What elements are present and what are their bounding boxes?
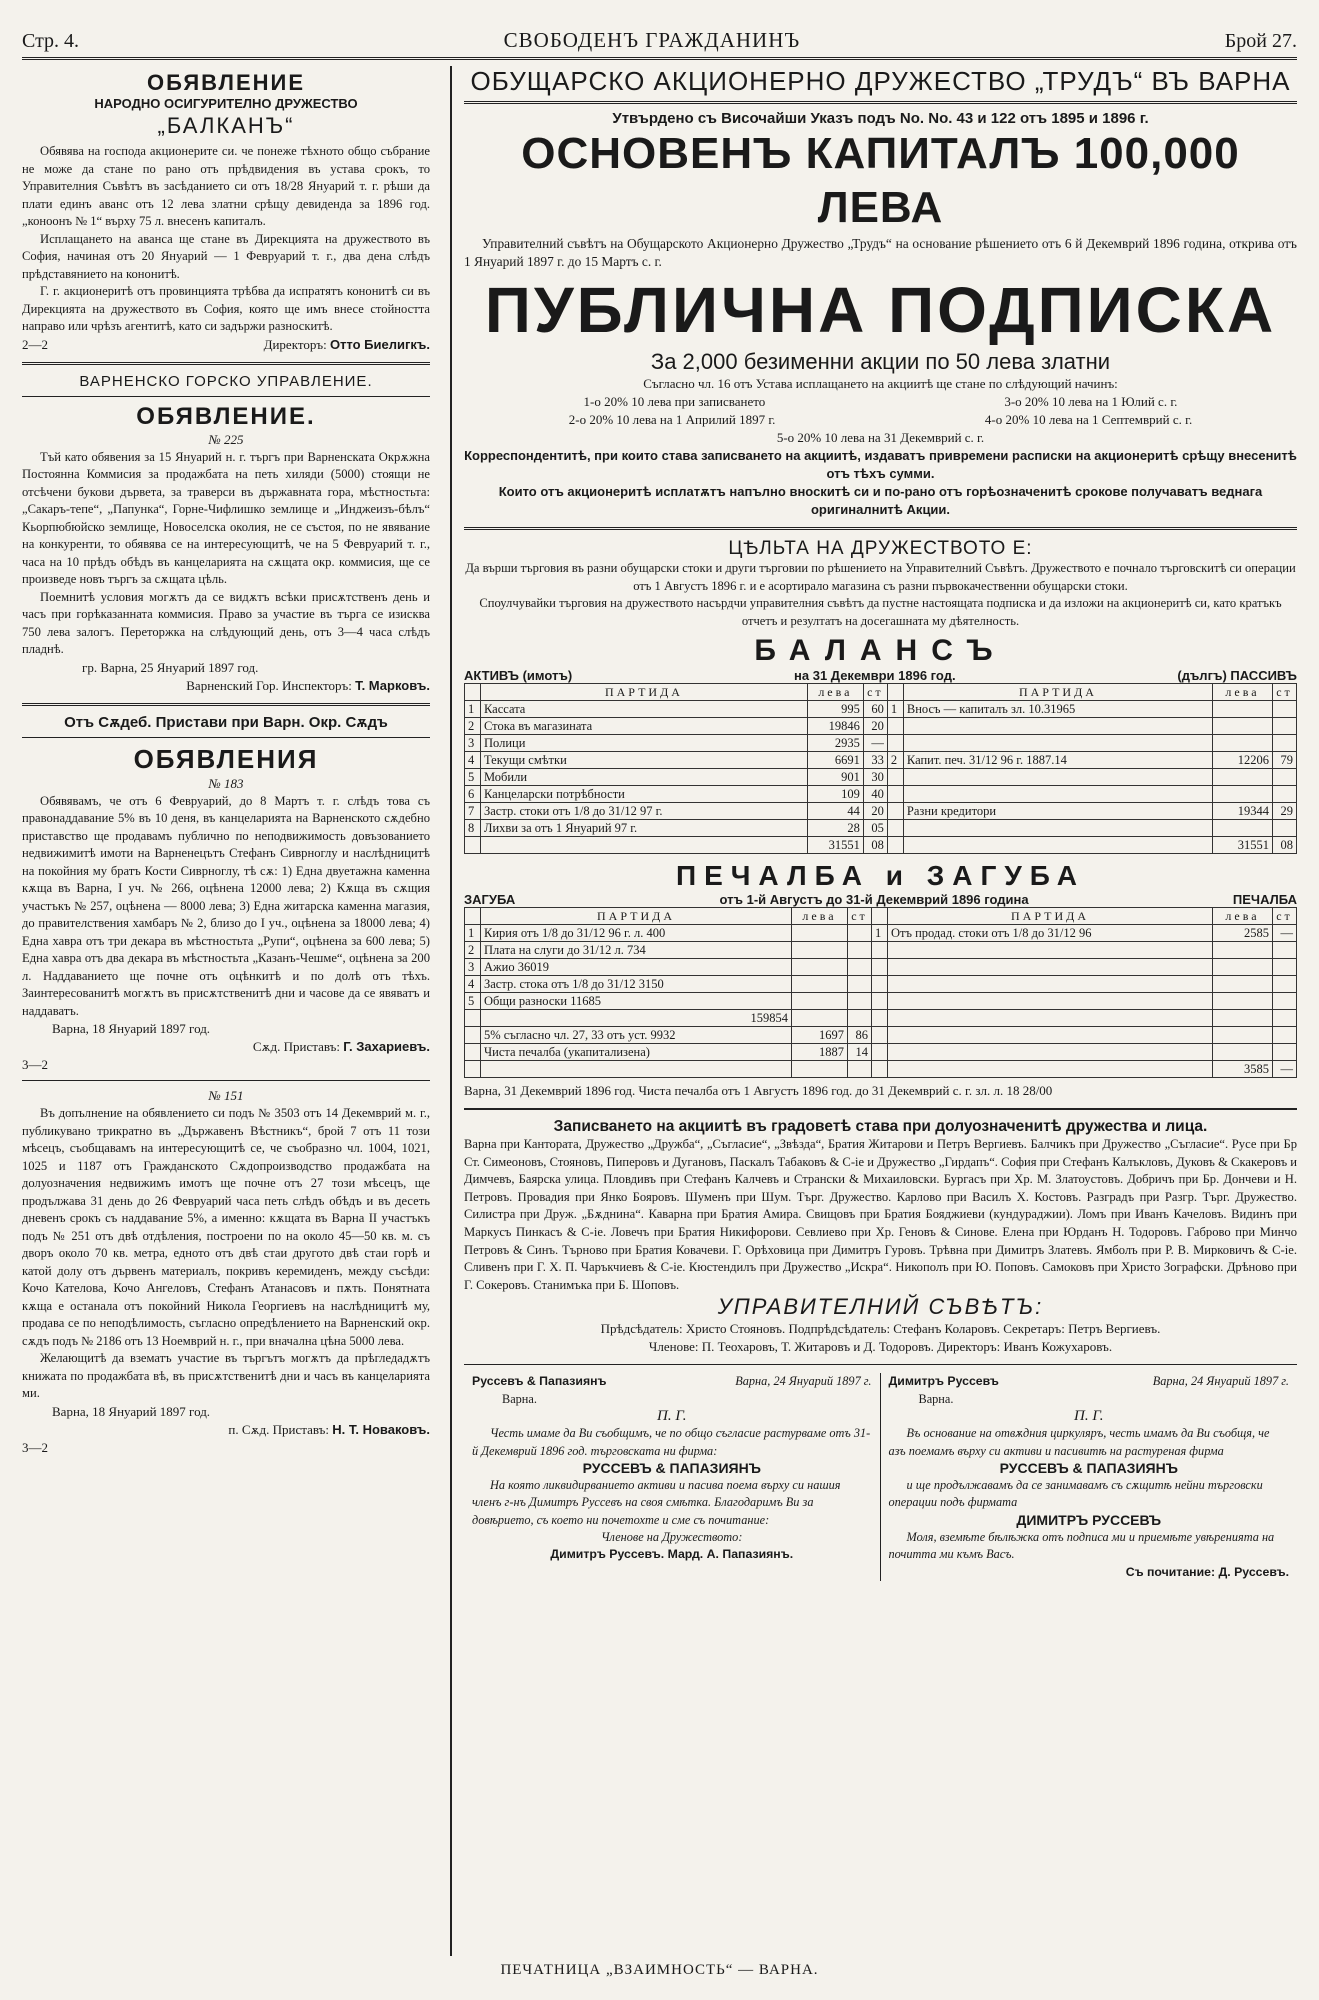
liability-leva (1213, 718, 1273, 735)
asset-st: — (863, 735, 887, 752)
letter-body: Моля, вземѣте бѣлѣжка отъ подписа ми и приемѣте увѣренията на почитта ми къмъ Васъ. (888, 1530, 1275, 1562)
column-header: ПАРТИДА (903, 684, 1212, 701)
letter-sender: Руссевъ & Папазиянъ (472, 1374, 607, 1389)
letter-members: Членове на Дружеството: (601, 1530, 743, 1545)
liability-item: Разни кредитори (903, 803, 1212, 820)
liability-leva (1213, 786, 1273, 803)
liability-item (903, 718, 1212, 735)
payment-installment: 5-о 20% 10 лева на 31 Декемврий с. г. (776, 430, 985, 445)
letter-firm: РУССЕВЪ & ПАПАЗИЯНЪ (582, 1459, 761, 1476)
profit-label: ПЕЧАЛБА (1232, 892, 1297, 907)
row-number: 3 (465, 735, 481, 752)
row-number (887, 769, 903, 786)
notice-company: НАРОДНО ОСИГУРИТЕЛНО ДРУЖЕСТВО (94, 96, 358, 111)
bailiff-label: Сѫд. Приставъ: (252, 1039, 341, 1054)
masthead (22, 18, 1297, 60)
bailiff-label: п. Сѫд. Приставъ: (228, 1421, 330, 1437)
director-label: Директоръ: (263, 336, 327, 352)
profit-item (888, 959, 1213, 976)
letter-body: На която ликвидирванието активи и пасива поема върху си нашия членъ г-нъ Димитръ Руссевъ на своя смѣтка. Благодаримъ Ви за довѣрието, съ което ни почетохте и сме съ почитание: (472, 1478, 841, 1527)
asset-item: Застр. стоки отъ 1/8 до 31/12 97 г. (481, 803, 808, 820)
table-row (465, 1027, 1297, 1044)
loss-item: 5% съгласно чл. 27, 33 отъ уст. 9932 (481, 1027, 792, 1044)
profit-leva: 2585 (1213, 925, 1273, 942)
board-heading: УПРАВИТЕЛНИЙ СЪВѢТЪ: (717, 1294, 1044, 1320)
asset-item: Канцеларски потрѣбности (481, 786, 808, 803)
bailiff-name: Г. Захариевъ. (343, 1039, 430, 1054)
liability-leva: 19344 (1213, 803, 1273, 820)
table-row (465, 993, 1297, 1010)
row-number: 7 (465, 803, 481, 820)
profit-st (1273, 1044, 1297, 1061)
loss-st (848, 1061, 872, 1078)
loss-leva (792, 959, 848, 976)
profit-leva (1213, 1027, 1273, 1044)
forestry-paragraph: Тъй като обявения за 15 Януарий н. г. търгъ при Варненската Окрѫжна Постоянна Коммисия за продажбата на петь хиляди (5000) стоящи не отсѣчени букови дървета, за траверси въ държавната гора, мѣстностьта: „Сакаръ-тепе“, „Папунка“, Горне-Чифлишко землище и „Инджеизъ-бѣлъ“ Кьорпюбюйско землище, Новоселска околия, не се състоя, по не явявание на конкуренти, то обявява се на интересующитѣ, че на 5 Февруарий т. г., часа на 10 прѣдъ обѣдъ въ канцеларията на сѫщата окр. коммисия, ще се произведе новъ търгъ за сѫщата цѣль. (22, 449, 430, 586)
loss-item (481, 1061, 792, 1078)
page-number: Стр. 4. (22, 30, 80, 52)
bailiff-title: ОБЯВЛЕНИЯ (133, 743, 319, 774)
row-number: 5 (465, 993, 481, 1010)
bailiff-paragraph: Желающитѣ да взематъ участие въ търгътъ могѫтъ да прѣгледадѫтъ книжата по продажбата вѣ, въ присѫтственитѣ дни и часъ въ канцеларията ми. (22, 1351, 430, 1400)
liability-leva (1213, 820, 1273, 837)
goal-text: Споулчувайки търговия на дружеството насърдчи управителния съвѣтъ да пустне настоящата подписка и да изложи на акционеритѣ си, като кратъкъ отчетъ и резултатъ на досегашната му дѣятелность. (479, 596, 1282, 628)
loss-item: Ажио 36019 (481, 959, 792, 976)
early-payment-note: Които отъ акционеритѣ исплатѫтъ напълно вноскитѣ си и по-рано отъ горѣозначенитѣ срокове получаватъ веднага оригиналнитѣ Акции. (498, 484, 1263, 517)
table-row (465, 752, 1297, 769)
loss-item: Общи разноски 11685 (481, 993, 792, 1010)
table-row (465, 820, 1297, 837)
forestry-date: гр. Варна, 25 Януарий 1897 год. (82, 659, 259, 675)
asset-item: Кассата (481, 701, 808, 718)
column-header: ст (1273, 908, 1297, 925)
table-row (465, 976, 1297, 993)
letter-date: Варна, 24 Януарий 1897 г. (1152, 1374, 1289, 1389)
profit-st (1273, 976, 1297, 993)
profit-item (888, 993, 1213, 1010)
profit-item (888, 942, 1213, 959)
table-row (465, 718, 1297, 735)
row-number: 4 (465, 752, 481, 769)
asset-leva: 2935 (807, 735, 863, 752)
circular-letter (881, 1373, 1298, 1581)
liability-item: Капит. печ. 31/12 96 г. 1887.14 (903, 752, 1212, 769)
payment-installment: 4-о 20% 10 лева на 1 Септемврий с. г. (984, 412, 1193, 427)
table-row (465, 735, 1297, 752)
bailiff-number: № 183 (208, 775, 244, 791)
loss-leva: 1697 (792, 1027, 848, 1044)
letter-body: Честь имаме да Ви съобщимъ, че по общо съгласие растурваме отъ 31-й Декемврий 1896 год. търговската ни фирма: (472, 1426, 871, 1458)
bailiff-count: 3—2 (22, 1057, 48, 1072)
liability-st (1273, 735, 1297, 752)
notice-company-name: „БАЛКАНЪ“ (157, 113, 295, 138)
liability-item (903, 786, 1212, 803)
liability-st (1273, 718, 1297, 735)
row-number (465, 1010, 481, 1027)
letter-firm: ДИМИТРЪ РУССЕВЪ (1016, 1511, 1162, 1528)
profit-item (888, 976, 1213, 993)
loss-item: Кирия отъ 1/8 до 31/12 96 г. л. 400 (481, 925, 792, 942)
loss-item: Плата на слуги до 31/12 л. 734 (481, 942, 792, 959)
loss-leva (792, 942, 848, 959)
agents-list: Варна при Кантората, Дружество „Дружба“, „Съгласие“, „Звѣзда“, Братия Житарови и Петръ Вергиевъ. Балчикъ при Дружество „Съгласие“. Русе при Бр Ст. Симеоновъ, Стояновъ, Пиперовъ и Дугановъ, Паскалъ Табаковъ & С-ie и Дружество „Гирдапъ“. София при Стефанъ Калъкловъ, Дуковъ & Скакеровъ и Димчевъ, Баярска улица. Пловдивъ при Стефанъ Калчевъ и Странски & Михаиловски. Бургасъ при Хр. М. Златоустовъ. Добричъ при Бр. Дончеви и Н. Петровъ. Провадия при Янко Бояровъ. Шуменъ при Шум. Търг. Дружество. Карлово при Василъ Х. Костовъ. Разградъ при Разгр. Търг. Дружество. Силистра при Друж. „Бѫднина“. Каварна при Братия Амира. Свищовъ при Братия Бояджиеви (кундураджии). Ломъ при Иванъ Качеловъ. Видинъ при Маркусъ Пинкасъ & С-ie. Ловечъ при Братия Никифорови. Севлиево при Хр. Геновъ & Синове. Елена при Юрданъ Н. Тодоровъ. Габрово при Минчо Петровъ & Синъ. Търново при Братия Ковачеви. Г. Орѣховица при Димитръ Гуровъ. Трѣвна при Димитръ Златевъ. Ямболъ при Р. В. Мирковичъ & С-ie. Сливенъ при Г. Х. П. Чаръкчиевъ & С-ie. Кюстендилъ при Дружество „Искра“. Никополъ при Ю. Поповъ. Самоковъ при Христо Зографски. Дрѣново при Г. Сокеровъ. Станимъка при Б. Шоповъ. (464, 1137, 1297, 1292)
balance-title: БАЛАНСЪ (754, 634, 1007, 667)
column-divider (450, 66, 452, 1956)
inspector-name: Т. Марковъ. (355, 677, 430, 693)
column-header: ПАРТИДА (888, 908, 1213, 925)
goal-heading: ЦѢЛЬТА НА ДРУЖЕСТВОТО Е: (728, 538, 1033, 559)
profit-leva (1213, 1010, 1273, 1027)
loss-st (848, 1010, 872, 1027)
liability-st (1273, 701, 1297, 718)
asset-st: 20 (863, 718, 887, 735)
row-number (465, 1044, 481, 1061)
row-number (872, 959, 888, 976)
table-row (465, 837, 1297, 854)
loss-st (848, 925, 872, 942)
payment-intro: Съгласно чл. 16 отъ Устава исплащането на акциитѣ ще стане по слѣдующий начинъ: (643, 376, 1118, 391)
liability-item: Вносъ — капиталъ зл. 10.31965 (903, 701, 1212, 718)
asset-leva: 28 (807, 820, 863, 837)
asset-item: Текущи смѣтки (481, 752, 808, 769)
notice-paragraph: Г. г. акционеритѣ отъ провинцията трѣбва да испратятъ кононитѣ си въ Дирекцията на дружеството въ София, която ще имъ внесе стойността направо или чрѣзъ агентитѣ, като си задържи разноскитѣ. (22, 284, 430, 333)
company-title: ОБУЩАРСКО АКЦИОНЕРНО ДРУЖЕСТВО „ТРУДЪ“ ВЪ ВАРНА (464, 66, 1297, 104)
notice-paragraph: Обявява на господа акционерите си. че понеже тѣхното общо събрание не може да стане по рано отъ прѣдвидения въ устава срокъ, то Управителния Съвѣтъ въ засѣданието си отъ 18/28 Януарий т. г. рѣши да плати единъ аванс отъ 12 лева златни срѣщу девиденда за 1896 год. „коноонъ № 1“ върху 75 л. внесенъ капиталъ. (22, 144, 430, 228)
letter-firm: РУССЕВЪ & ПАПАЗИЯНЪ (999, 1459, 1178, 1476)
column-header: лева (792, 908, 848, 925)
profit-st (1273, 959, 1297, 976)
agents-heading: Записването на акциитѣ въ градоветѣ става при долуозначенитѣ дружества и лица. (553, 1118, 1208, 1135)
loss-label: ЗАГУБА (464, 892, 516, 907)
asset-leva: 109 (807, 786, 863, 803)
left-column (22, 66, 430, 1956)
balkan-notice (22, 70, 430, 354)
asset-leva: 19846 (807, 718, 863, 735)
payment-installment: 2-о 20% 10 лева на 1 Априлий 1897 г. (568, 412, 776, 427)
bailiff-head: Отъ Сѫдеб. Пристави при Варн. Окр. Сѫдъ (64, 713, 388, 731)
forestry-paragraph: Поемнитѣ условия могѫтъ да се видѫтъ всѣки присѫтственъ день и часъ при горѣказанната коммисия. Право за участие въ търга се изисква 750 лева залогъ. Переторжка на слѣдующий день, отъ 3—4 часа слѣдъ пладнѣ. (22, 589, 430, 656)
bailiff-name: Н. Т. Новаковъ. (332, 1421, 430, 1437)
loss-leva (792, 1010, 848, 1027)
board-line: Прѣдсѣдатель: Христо Стояновъ. Подпрѣдсѣдатель: Стефанъ Коларовъ. Секретаръ: Петръ Вергиевъ. (600, 1321, 1161, 1337)
director-name: Отто Биелигкъ. (329, 336, 430, 352)
loss-st: 86 (848, 1027, 872, 1044)
column-header: ст (1273, 684, 1297, 701)
liability-item (903, 820, 1212, 837)
shares-line: За 2,000 безименни акции по 50 лева златни (650, 349, 1111, 374)
row-number (872, 1010, 888, 1027)
table-row (465, 925, 1297, 942)
profit-note: Варна, 31 Декемврий 1896 год. Чиста печалба отъ 1 Августъ 1896 год. до 31 Декемврий с. г. зл. л. 18 28/00 (464, 1083, 1053, 1098)
column-header: ст (863, 684, 887, 701)
right-column (464, 66, 1297, 1956)
row-number (872, 976, 888, 993)
bailiff-count: 3—2 (22, 1439, 48, 1455)
asset-st: 30 (863, 769, 887, 786)
notice-heading: ОБЯВЛЕНИЕ (146, 70, 305, 95)
column-header: ПАРТИДА (481, 908, 792, 925)
row-number (872, 1061, 888, 1078)
loss-st (848, 959, 872, 976)
asset-st: 05 (863, 820, 887, 837)
row-number (887, 735, 903, 752)
asset-item: Полици (481, 735, 808, 752)
printer-footer: ПЕЧАТНИЦА „ВЗАИМНОСТЬ“ — ВАРНА. (500, 1962, 819, 1978)
asset-leva: 6691 (807, 752, 863, 769)
asset-leva: 44 (807, 803, 863, 820)
row-number (887, 718, 903, 735)
letter-greeting: П. Г. (1074, 1407, 1104, 1424)
profit-item (888, 1061, 1213, 1078)
row-number: 4 (465, 976, 481, 993)
liability-total-leva: 31551 (1213, 837, 1273, 854)
table-row (465, 769, 1297, 786)
bailiff-notices (22, 714, 430, 1457)
profit-total-leva: 3585 (1213, 1061, 1273, 1078)
inspector-label: Варненский Гор. Инспекторъ: (186, 677, 352, 693)
bailiff-date: Варна, 18 Януарий 1897 год. (52, 1021, 211, 1036)
liability-st: 79 (1273, 752, 1297, 769)
asset-item: Лихви за отъ 1 Януарий 97 г. (481, 820, 808, 837)
letter-sender: Димитръ Руссевъ (888, 1374, 999, 1389)
profit-st (1273, 993, 1297, 1010)
row-number (465, 837, 481, 854)
bailiff-date: Варна, 18 Януарий 1897 год. (52, 1403, 211, 1419)
asset-item: Мобили (481, 769, 808, 786)
profit-item (888, 1027, 1213, 1044)
row-number: 2 (465, 718, 481, 735)
notice-number: 2—2 (22, 336, 48, 352)
letter-city: Варна. (918, 1391, 954, 1406)
row-number (887, 837, 903, 854)
column-header: лева (1213, 684, 1273, 701)
balance-table (464, 683, 1297, 854)
profit-st (1273, 1027, 1297, 1044)
loss-leva (792, 1061, 848, 1078)
asset-total-leva: 31551 (807, 837, 863, 854)
profit-st (1273, 942, 1297, 959)
correspondents-note: Корреспондентитѣ, при които става записването на акциитѣ, издаватъ привремени расписки на акционеритѣ срѣщу внесенитѣ отъ тѣхъ сумми. (464, 448, 1297, 481)
board-line: Членове: П. Теохаровъ, Т. Житаровъ и Д. Тодоровъ. Директоръ: Иванъ Кожухаровъ. (648, 1339, 1113, 1355)
loss-leva: 1887 (792, 1044, 848, 1061)
column-header: ПАРТИДА (481, 684, 808, 701)
loss-subtotal: 159854 (481, 1010, 792, 1027)
loss-st (848, 976, 872, 993)
bailiff-number: № 151 (208, 1088, 244, 1103)
decree-line: Утвърдено съ Височайши Указъ подъ No. No. 43 и 122 отъ 1895 и 1896 г. (612, 110, 1149, 127)
notice-paragraph: Исплащането на аванса ще стане въ Дирекцията на дружеството въ София, начиная отъ 20 Януарий — 1 Февруарий т. г., два дена слѣдъ прѣдставянието на кононитѣ. (22, 231, 430, 281)
table-row (465, 1044, 1297, 1061)
council-text: Управителний съвѣтъ на Обущарското Акционерно Дружество „Трудъ“ на основание рѣшението отъ 6 й Декемврий 1896 година, открива отъ 1 Януарий 1897 г. до 15 Мартъ с. г. (464, 236, 1297, 269)
letter-body: Въ основание на отвѫдния циркуляръ, честь имамъ да Ви съобщя, че азъ поемамъ върху си активи и пасивитѣ на растуреная фирма (888, 1426, 1270, 1458)
column-header: ст (848, 908, 872, 925)
row-number: 1 (872, 925, 888, 942)
row-number: 2 (887, 752, 903, 769)
loss-item: Застр. стока отъ 1/8 до 31/12 3150 (481, 976, 792, 993)
liability-st: 29 (1273, 803, 1297, 820)
profit-item (888, 1010, 1213, 1027)
profit-loss-period: отъ 1-й Августъ до 31-й Декемврий 1896 година (719, 892, 1029, 907)
row-number (872, 1027, 888, 1044)
loss-st: 14 (848, 1044, 872, 1061)
liabilities-label: (дългъ) ПАССИВЪ (1177, 668, 1297, 683)
liability-st (1273, 786, 1297, 803)
row-number (887, 786, 903, 803)
row-number: 2 (465, 942, 481, 959)
goal-text: Да върши търговия въ разни обущарски стоки и други търговии по рѣшението на Управителний Съвѣтъ. Дружеството е почнало търговскитѣ си операции отъ 1 Августъ 1896 г. и е асортирало магазина съ разни първокачественни обущарски стоки. (465, 561, 1296, 593)
loss-item: Чиста печалба (укапитализена) (481, 1044, 792, 1061)
profit-item: Отъ продад. стоки отъ 1/8 до 31/12 96 (888, 925, 1213, 942)
liability-leva (1213, 735, 1273, 752)
liability-item (903, 735, 1212, 752)
liability-total-st: 08 (1273, 837, 1297, 854)
loss-leva (792, 925, 848, 942)
profit-leva (1213, 1044, 1273, 1061)
loss-leva (792, 993, 848, 1010)
letter-body: и ще продължавамъ да се занимавамъ съ сѫщитѣ нейни търговски операции подъ фирмата (888, 1478, 1263, 1510)
balance-date: на 31 Декември 1896 год. (794, 668, 956, 683)
profit-st (1273, 1010, 1297, 1027)
capital-heading: ОСНОВЕНЪ КАПИТАЛЪ 100,000 ЛЕВА (521, 129, 1240, 232)
profit-st: — (1273, 925, 1297, 942)
row-number (465, 1061, 481, 1078)
row-number: 5 (465, 769, 481, 786)
table-row (465, 786, 1297, 803)
row-number: 1 (465, 701, 481, 718)
payment-installment: 3-о 20% 10 лева на 1 Юлий с. г. (1004, 394, 1178, 409)
assets-label: АКТИВЪ (имотъ) (464, 668, 573, 683)
liability-leva: 12206 (1213, 752, 1273, 769)
profit-total-st: — (1273, 1061, 1297, 1078)
row-number: 1 (465, 925, 481, 942)
subscription-heading: ПУБЛИЧНА ПОДПИСКА (484, 274, 1277, 346)
forestry-head: ВАРНЕНСКО ГОРСКО УПРАВЛЕНИЕ. (79, 372, 373, 390)
asset-st: 60 (863, 701, 887, 718)
row-number (872, 942, 888, 959)
liability-item (903, 769, 1212, 786)
letter-signatures: Съ почитание: Д. Руссевъ. (1125, 1564, 1289, 1579)
asset-leva: 995 (807, 701, 863, 718)
asset-st: 33 (863, 752, 887, 769)
payment-installment: 1-о 20% 10 лева при записването (583, 394, 766, 409)
loss-leva (792, 976, 848, 993)
row-number: 3 (465, 959, 481, 976)
profit-leva (1213, 959, 1273, 976)
asset-st: 40 (863, 786, 887, 803)
table-row (465, 803, 1297, 820)
table-row (465, 942, 1297, 959)
liability-st (1273, 769, 1297, 786)
row-number: 6 (465, 786, 481, 803)
row-number (887, 803, 903, 820)
profit-item (888, 1044, 1213, 1061)
letter-signatures: Димитръ Руссевъ. Мард. А. Папазиянъ. (550, 1547, 794, 1562)
newspaper-title: СВОБОДЕНЪ ГРАЖДАНИНЪ (503, 28, 801, 52)
liability-st (1273, 820, 1297, 837)
asset-total-st: 08 (863, 837, 887, 854)
row-number (465, 1027, 481, 1044)
asset-item: Стока въ магазината (481, 718, 808, 735)
circular-letter (464, 1373, 881, 1581)
liability-item (903, 837, 1212, 854)
profit-leva (1213, 942, 1273, 959)
liability-leva (1213, 769, 1273, 786)
table-row (465, 1061, 1297, 1078)
issue-number: Брой 27. (1224, 30, 1297, 52)
bailiff-paragraph: Въ допълнение на обявлението си подъ № 3503 отъ 14 Декемврий м. г., публикувано трикратно въ „Държавенъ Вѣстникъ“, брой 7 отъ 11 този мѣсецъ, съобщавамъ на интересующитѣ се, че съобразно чл. 1004, 1021, 1025 и 1187 отъ Гражданското Сѫдопроизводство продажбата на долуозначения недвижимъ имотъ ще почне отъ 27 този мѣсецъ, ще продължава 31 день до 26 Февруарий часа петь слѣдъ обѣдъ и въ десеть дневенъ срокъ съ наддавание 5%, а именно: кѫщата въ Варна II участъкъ подъ № 251 отъ двѣ отдѣления, построени по на около 45—50 кв. м. съ дворъ около 70 кв. метра, едното отъ двѣ стаи другото двѣ стаи горѣ и катой долу отъ дървенъ материалъ, покривъ керемиденъ, между съсѣди: Кочо Кателова, Кочо Ангеловъ, Стефанъ Атанасовъ и пѫть. Понятната кѫща е останала отъ покойний Никола Георгиевъ на наслѣдницитѣ му, продава се по неподѣлимость, съгласно опредѣлението на Варненский окр. сѫдъ подъ № 2186 отъ 13 Ноемврий н. г., при вначална цѣна 5000 лева. (22, 1106, 430, 1348)
asset-leva: 901 (807, 769, 863, 786)
letter-city: Варна. (502, 1391, 537, 1406)
forestry-number: № 225 (208, 431, 244, 447)
bailiff-paragraph: Обявявамъ, че отъ 6 Февруарий, до 8 Мартъ т. г. слѣдъ това съ правонаддавание 5% въ 10 деня, въ канцеларията на Варненското сѫдебно приставство ще продавамъ публично по неподвижимость довъзованието недвижимитѣ имоти на Варненецътъ Стефанъ Сиврноглу и наслѣдницитѣ на покойния му братъ Кости Сиврноглу, тѣ сѫ: 1) Една двуетажна каменна кѫща въ Варна, I уч. № 266, оцѣнена 12000 лева; 2) Кѫща въ сѫщия участъкъ № 257, оцѣнена — 8000 лева; 3) Една житарска каменна магазия, до правителствения хамбаръ № 2, близо до I уч., оцѣнена за 18000 лева; 4) Една хавра отъ три декара въ мѣстностьта „Рупи“, оцѣнена за 600 лева; 5) Една хавра отъ два декара въ мѣстностьта „Казанъ-Чешме“, оцѣнена за 200 л. Наддаванието ще почне отъ оцѣнкитѣ и по долѣ отъ тѣхъ. Заинтересованитѣ могѫтъ въ присѫтственитѣ дни и часове да се явяватъ и наддаватъ. (22, 793, 430, 1018)
column-header: лева (1213, 908, 1273, 925)
table-row (465, 1010, 1297, 1027)
profit-loss-title: ПЕЧАЛБА и ЗАГУБА (675, 860, 1086, 891)
row-number (872, 993, 888, 1010)
column-header: лева (807, 684, 863, 701)
letter-date: Варна, 24 Януарий 1897 г. (735, 1374, 872, 1389)
profit-leva (1213, 976, 1273, 993)
row-number: 1 (887, 701, 903, 718)
loss-st (848, 993, 872, 1010)
row-number (887, 820, 903, 837)
forestry-title: ОБЯВЛЕНИЕ. (136, 402, 316, 430)
table-row (465, 701, 1297, 718)
profit-leva (1213, 993, 1273, 1010)
letter-greeting: П. Г. (657, 1407, 687, 1424)
asset-item (481, 837, 808, 854)
liability-leva (1213, 701, 1273, 718)
forestry-notice (22, 373, 430, 695)
asset-st: 20 (863, 803, 887, 820)
profit-loss-table (464, 907, 1297, 1078)
loss-st (848, 942, 872, 959)
table-row (465, 959, 1297, 976)
row-number: 8 (465, 820, 481, 837)
row-number (872, 1044, 888, 1061)
